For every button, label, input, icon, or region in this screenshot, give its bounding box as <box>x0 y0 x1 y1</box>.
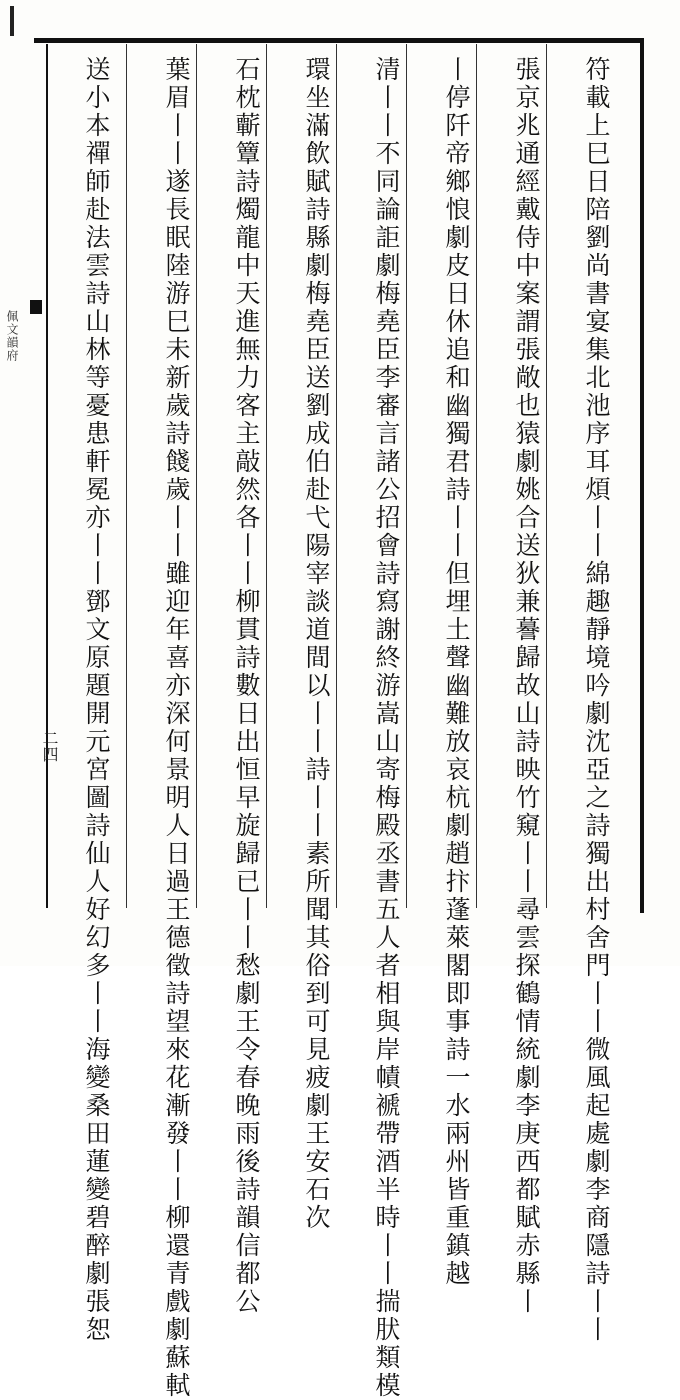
frame-left-rule <box>46 44 48 908</box>
page-number: 二四 <box>40 730 59 762</box>
text-column-1: 符載上巳日陪劉尚書宴集北池序耳煩丨丨綿趣靜境吟劇沈亞之詩獨出村舍門丨丨微風起處劇李商隱詩丨丨 <box>582 56 611 1344</box>
column-rule <box>476 44 477 908</box>
text-column-7: 葉眉丨丨遂長眠陸游巳未新歲詩餞歲丨丨雖迎年喜亦深何景明人日過王德徵詩望來花漸發丨丨柳還青戲劇蘇軾 <box>162 56 191 1400</box>
text-column-2: 張京兆通經戴侍中案謂張敞也猿劇姚合送狄兼謩歸故山詩映竹窺丨丨尋雲探鶴情統劇李庚西都賦赤縣丨 <box>512 56 541 1316</box>
text-column-4: 清丨丨不同論詎劇梅堯臣李審言諸公招會詩寫謝終游嵩山寄梅殿丞書五人者相與岸幘褫帶酒半時丨丨揣肰類模 <box>372 56 401 1400</box>
column-rule <box>196 44 197 908</box>
top-mark <box>10 6 14 36</box>
column-rule <box>546 44 547 908</box>
text-column-6: 石枕蘄簟詩燭龍中天進無力客主敲然各丨丨柳貫詩數日出恒早旋歸已丨丨愁劇王令春晚雨後詩韻信都公 <box>232 56 261 1316</box>
text-column-5: 環坐滿飲賦詩縣劇梅堯臣送劉成伯赴弋陽宰談道間以丨丨詩丨丨素所聞其俗到可見疲劇王安石次 <box>302 56 331 1232</box>
column-rule <box>406 44 407 908</box>
column-rule <box>266 44 267 908</box>
margin-fishtail-mark <box>30 300 42 314</box>
margin-label: 佩文韻府 <box>5 310 19 362</box>
text-column-3: 丨停阡帝鄉悢劇皮日休追和幽獨君詩丨丨但埋土聲幽難放哀杭劇趙抃蓬萊閣即事詩一水兩州皆重鎮越 <box>442 56 471 1288</box>
column-rule <box>126 44 127 908</box>
text-column-8: 送小本禪師赴法雲詩山林等憂患軒冕亦丨丨鄧文原題開元宮圖詩仙人好幻多丨丨海變桑田蓮變碧醉劇張恕 <box>82 56 111 1344</box>
column-rule <box>336 44 337 908</box>
